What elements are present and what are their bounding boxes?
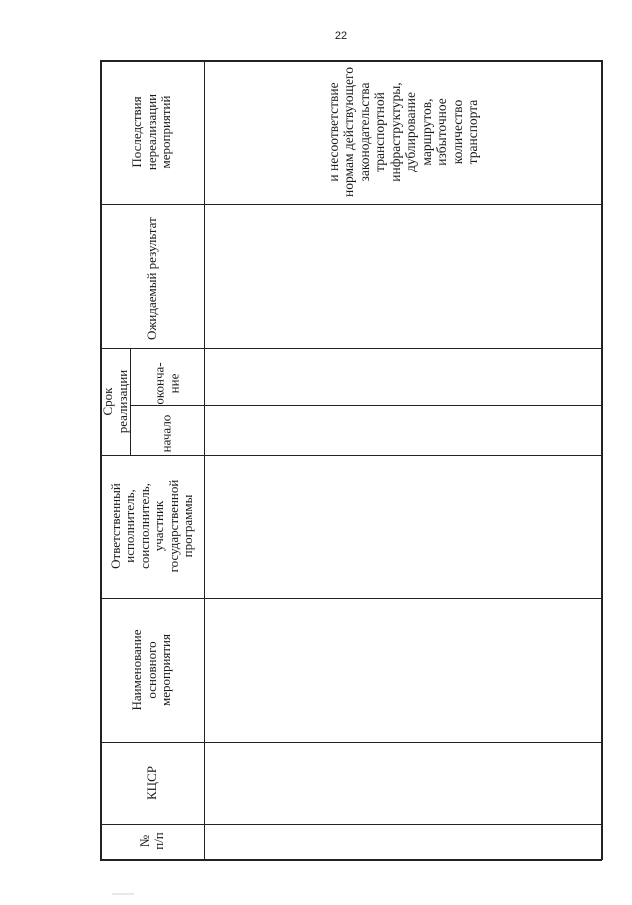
rotated-table	[100, 60, 602, 860]
cell-responsible	[205, 525, 602, 669]
col-divider-term-end	[130, 405, 602, 406]
col-divider-result	[100, 348, 602, 349]
header-name: Наименование основного мероприятия	[129, 629, 174, 711]
header-number: № п/п	[136, 832, 166, 850]
page-number: 22	[334, 30, 348, 42]
cell-expected-result	[275, 204, 531, 348]
cell-term-start	[204, 474, 601, 524]
header-consequences: Последствия нереализации мероприятий	[129, 93, 174, 171]
header-responsible: Ответственный исполнитель, соисполнитель, участник государственной программы	[107, 479, 195, 573]
header-term: Срок реализации	[100, 369, 130, 434]
header-kcsr: КЦСР	[143, 766, 159, 800]
header-term-start: начало	[158, 414, 174, 453]
scan-artifact	[112, 893, 134, 895]
cell-name	[205, 669, 602, 813]
header-term-end: оконча- ние	[151, 362, 181, 405]
cell-consequences: и несоответствие нормам действующего законодательства транспортной инфраструктуры, дублирование маршрутов, избыточное количество транспорта	[325, 67, 480, 197]
cell-number	[208, 840, 605, 875]
cell-term-end	[207, 420, 604, 477]
header-expected-result: Ожидаемый результат	[143, 217, 159, 340]
